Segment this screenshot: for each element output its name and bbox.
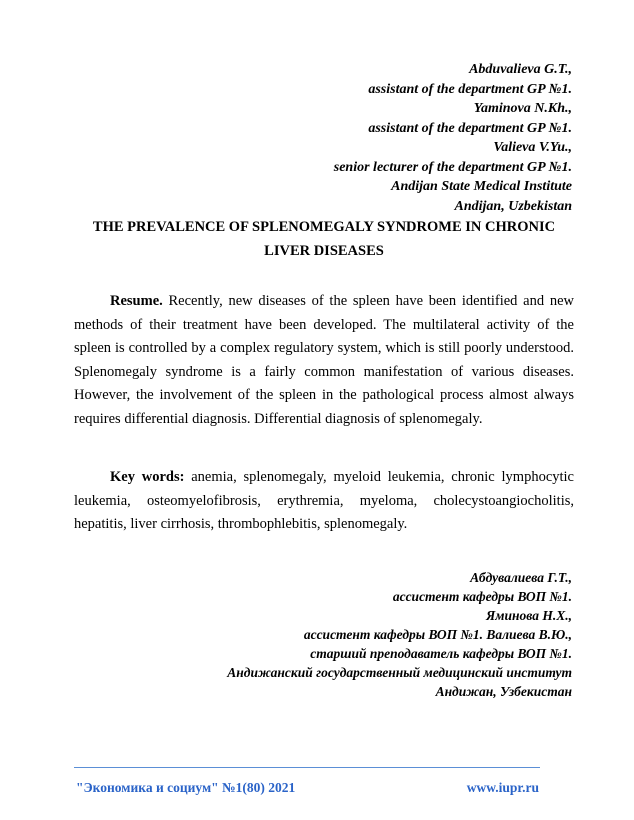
- keywords-label: Key words:: [110, 469, 192, 485]
- title-line-1: THE PREVALENCE OF SPLENOMEGALY SYNDROME IN CHRONIC: [92, 219, 556, 235]
- author-line: ассистент кафедры ВОП №1. Валиева В.Ю.,: [303, 627, 572, 642]
- institution-line: Andijan State Medical Institute: [391, 179, 572, 194]
- keywords-text: anemia, splenomegaly, myeloid leukemia, chronic lymphocytic leukemia, osteomyelofibrosis, erythremia, myeloma, cholecystoangiocholitis, hepatitis, liver cirrhosis, thrombophlebitis, splenomegaly.: [74, 469, 574, 532]
- title-line-2: LIVER DISEASES: [264, 243, 384, 259]
- location-line: Andijan, Uzbekistan: [454, 198, 572, 214]
- paper-title: [74, 215, 574, 263]
- author-line: Abduvalieva G.T.,: [469, 62, 572, 77]
- author-line: Абдувалиева Г.Т.,: [470, 570, 572, 585]
- author-line: senior lecturer of the department GP №1.: [333, 159, 572, 175]
- author-block-russian: [72, 568, 572, 701]
- author-line: ассистент кафедры ВОП №1.: [392, 589, 572, 604]
- footer-journal-name: "Экономика и социум" №1(80) 2021: [76, 780, 296, 795]
- author-line: Яминова Н.Х.,: [486, 608, 572, 623]
- abstract-paragraph: [74, 290, 574, 431]
- footer-website: www.iupr.ru: [466, 780, 539, 795]
- location-line: Андижан, Узбекистан: [435, 684, 572, 699]
- author-line: assistant of the department GP №1.: [368, 81, 572, 97]
- institution-line: Андижанский государственный медицинский институт: [227, 665, 572, 680]
- abstract-text: Recently, new diseases of the spleen have been identified and new methods of their treatment have been developed. The multilateral activity of the spleen is controlled by a complex regulatory system, which is still poorly understood. Splenomegaly syndrome is a fairly common manifestation of various diseases. However, the involvement of the spleen in the pathological process almost always requires differential diagnosis. Differential diagnosis of splenomegaly.: [74, 293, 574, 427]
- author-line: Yaminova N.Kh.,: [473, 101, 572, 116]
- author-block-english: [92, 60, 572, 216]
- footer-divider: [74, 767, 540, 768]
- keywords-paragraph: [74, 466, 574, 537]
- author-line: Valieva V.Yu.,: [493, 140, 572, 155]
- abstract-label: Resume.: [110, 293, 169, 309]
- author-line: assistant of the department GP №1.: [368, 120, 572, 136]
- author-line: старший преподаватель кафедры ВОП №1.: [310, 646, 572, 661]
